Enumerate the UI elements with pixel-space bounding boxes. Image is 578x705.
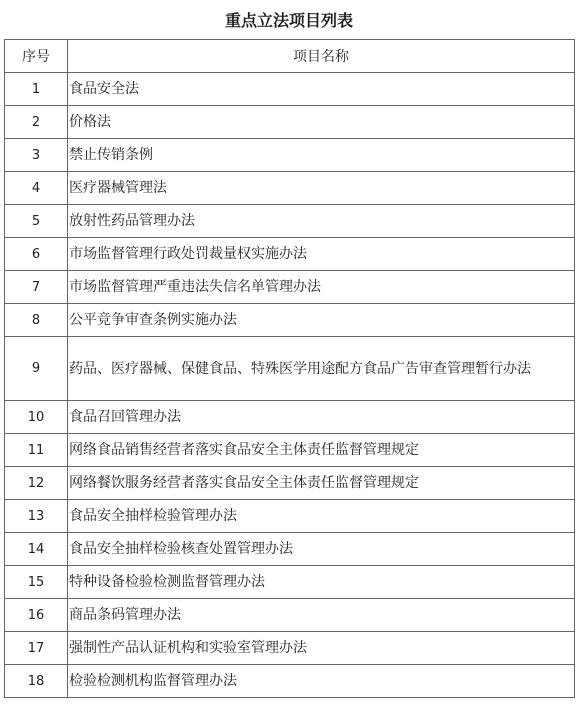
project-name: 公平竞争审查条例实施办法 (68, 304, 575, 337)
table-row (5, 599, 575, 632)
table-row (5, 271, 575, 304)
row-number: 2 (5, 106, 68, 139)
project-name: 市场监督管理行政处罚裁量权实施办法 (68, 238, 575, 271)
row-number: 13 (5, 500, 68, 533)
project-name: 食品安全抽样检验核查处置管理办法 (68, 533, 575, 566)
table-row (5, 139, 575, 172)
row-number: 9 (5, 337, 68, 401)
table-header-row (5, 40, 575, 73)
document-title: 重点立法项目列表 (224, 11, 353, 30)
row-number: 15 (5, 566, 68, 599)
row-number: 8 (5, 304, 68, 337)
project-name: 食品安全法 (68, 73, 575, 106)
header-project-name: 项目名称 (68, 40, 575, 73)
table-row (5, 337, 575, 401)
project-name: 网络餐饮服务经营者落实食品安全主体责任监督管理规定 (68, 467, 575, 500)
table-row (5, 205, 575, 238)
row-number: 11 (5, 434, 68, 467)
table-row (5, 401, 575, 434)
row-number: 16 (5, 599, 68, 632)
table-row (5, 238, 575, 271)
table-row (5, 434, 575, 467)
table-row (5, 467, 575, 500)
project-name: 放射性药品管理办法 (68, 205, 575, 238)
table-row (5, 106, 575, 139)
table-row (5, 304, 575, 337)
row-number: 6 (5, 238, 68, 271)
table-row (5, 665, 575, 698)
project-name: 检验检测机构监督管理办法 (68, 665, 575, 698)
row-number: 4 (5, 172, 68, 205)
row-number: 14 (5, 533, 68, 566)
table-row (5, 533, 575, 566)
project-name: 价格法 (68, 106, 575, 139)
table-row (5, 172, 575, 205)
table-row (5, 566, 575, 599)
project-name: 市场监督管理严重违法失信名单管理办法 (68, 271, 575, 304)
project-name: 网络食品销售经营者落实食品安全主体责任监督管理规定 (68, 434, 575, 467)
project-name: 商品条码管理办法 (68, 599, 575, 632)
header-serial-number: 序号 (5, 40, 68, 73)
row-number: 12 (5, 467, 68, 500)
row-number: 3 (5, 139, 68, 172)
row-number: 7 (5, 271, 68, 304)
project-name: 医疗器械管理法 (68, 172, 575, 205)
row-number: 18 (5, 665, 68, 698)
row-number: 10 (5, 401, 68, 434)
project-name: 禁止传销条例 (68, 139, 575, 172)
legislation-table (4, 39, 575, 698)
row-number: 5 (5, 205, 68, 238)
table-row (5, 632, 575, 665)
table-row (5, 500, 575, 533)
project-name: 食品召回管理办法 (68, 401, 575, 434)
project-name: 药品、医疗器械、保健食品、特殊医学用途配方食品广告审查管理暂行办法 (68, 337, 575, 401)
project-name: 食品安全抽样检验管理办法 (68, 500, 575, 533)
project-name: 强制性产品认证机构和实验室管理办法 (68, 632, 575, 665)
table-row (5, 73, 575, 106)
project-name: 特种设备检验检测监督管理办法 (68, 566, 575, 599)
row-number: 17 (5, 632, 68, 665)
row-number: 1 (5, 73, 68, 106)
